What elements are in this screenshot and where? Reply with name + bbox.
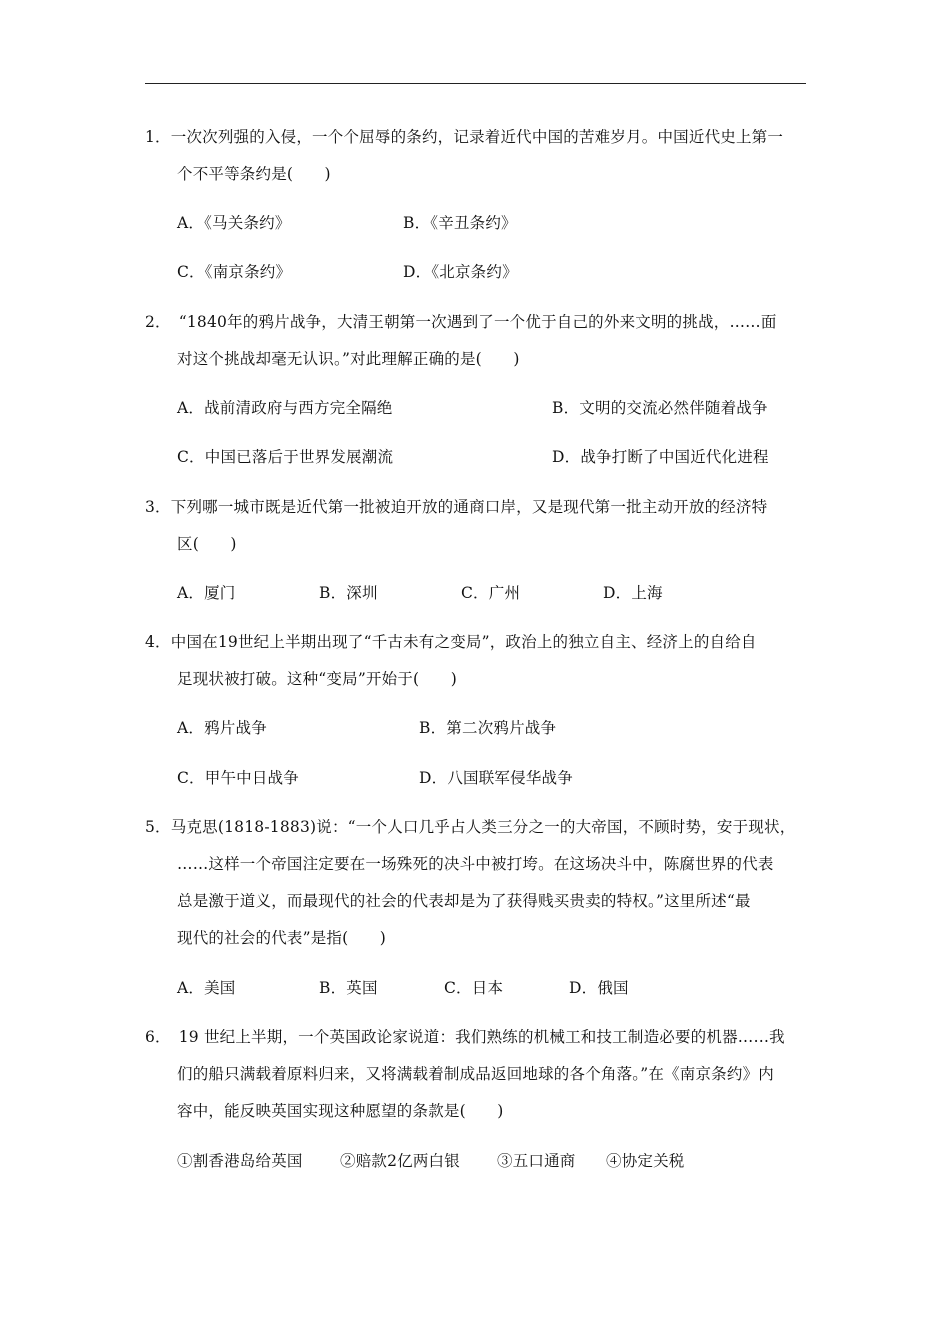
question-3-option-a: A．厦门 — [177, 584, 236, 602]
question-3-line-2: 区( ) — [177, 535, 237, 553]
question-6-option-4: ④协定关税 — [606, 1152, 685, 1170]
question-3-line-1: 3．下列哪一城市既是近代第一批被迫开放的通商口岸，又是现代第一批主动开放的经济特 — [145, 498, 768, 516]
question-6-option-1: ①割香港岛给英国 — [177, 1152, 303, 1170]
question-6-line-1: 6． 19 世纪上半期，一个英国政论家说道：我们熟练的机械工和技工制造必要的机器……我 — [145, 1028, 785, 1046]
question-4-option-b: B．第二次鸦片战争 — [419, 719, 557, 737]
question-2-line-2: 对这个挑战却毫无认识。”对此理解正确的是( ) — [177, 350, 520, 368]
question-4-option-d: D．八国联军侵华战争 — [419, 769, 573, 787]
question-4-option-c: C．甲午中日战争 — [177, 769, 299, 787]
question-1-line-2: 个不平等条约是( ) — [177, 165, 331, 183]
question-5-option-b: B．英国 — [319, 979, 378, 997]
question-6-option-2: ②赔款2亿两白银 — [340, 1152, 460, 1170]
question-3-option-d: D．上海 — [603, 584, 663, 602]
question-4-line-2: 足现状被打破。这种“变局”开始于( ) — [177, 670, 457, 688]
question-4-line-1: 4．中国在19世纪上半期出现了“千古未有之变局”，政治上的独立自主、经济上的自给自 — [145, 633, 757, 651]
question-2-option-b: B．文明的交流必然伴随着战争 — [552, 399, 768, 417]
question-6-option-3: ③五口通商 — [497, 1152, 576, 1170]
question-5-option-d: D．俄国 — [569, 979, 629, 997]
question-2-option-a: A．战前清政府与西方完全隔绝 — [177, 399, 393, 417]
question-1-option-a: A．《马关条约》 — [177, 214, 291, 232]
question-4-option-a: A．鸦片战争 — [177, 719, 267, 737]
question-1-option-c: C．《南京条约》 — [177, 263, 292, 281]
question-5-option-c: C．日本 — [444, 979, 504, 997]
question-3-option-c: C．广州 — [461, 584, 521, 602]
question-1-line-1: 1．一次次列强的入侵，一个个屈辱的条约，记录着近代中国的苦难岁月。中国近代史上第一 — [145, 128, 784, 146]
question-1-option-d: D．《北京条约》 — [403, 263, 518, 281]
question-5-line-3: 总是激于道义，而最现代的社会的代表却是为了获得贱买贵卖的特权。”这里所述“最 — [177, 892, 751, 910]
question-5-option-a: A．美国 — [177, 979, 236, 997]
header-rule — [145, 83, 806, 84]
question-1-option-b: B．《辛丑条约》 — [403, 214, 517, 232]
question-2-line-1: 2． “1840年的鸦片战争，大清王朝第一次遇到了一个优于自己的外来文明的挑战，……面 — [145, 313, 777, 331]
question-2-option-d: D．战争打断了中国近代化进程 — [552, 448, 769, 466]
question-6-line-3: 容中，能反映英国实现这种愿望的条款是( ) — [177, 1102, 504, 1120]
question-5-line-4: 现代的社会的代表”是指( ) — [177, 929, 387, 947]
question-2-option-c: C．中国已落后于世界发展潮流 — [177, 448, 394, 466]
question-6-line-2: 们的船只满载着原料归来，又将满载着制成品返回地球的各个角落。”在《南京条约》内 — [177, 1065, 774, 1083]
question-3-option-b: B．深圳 — [319, 584, 378, 602]
question-5-line-1: 5．马克思(1818-1883)说：“一个人口几乎占人类三分之一的大帝国，不顾时势，安于现状， — [145, 818, 796, 836]
question-5-line-2: ……这样一个帝国注定要在一场殊死的决斗中被打垮。在这场决斗中，陈腐世界的代表 — [177, 855, 774, 873]
